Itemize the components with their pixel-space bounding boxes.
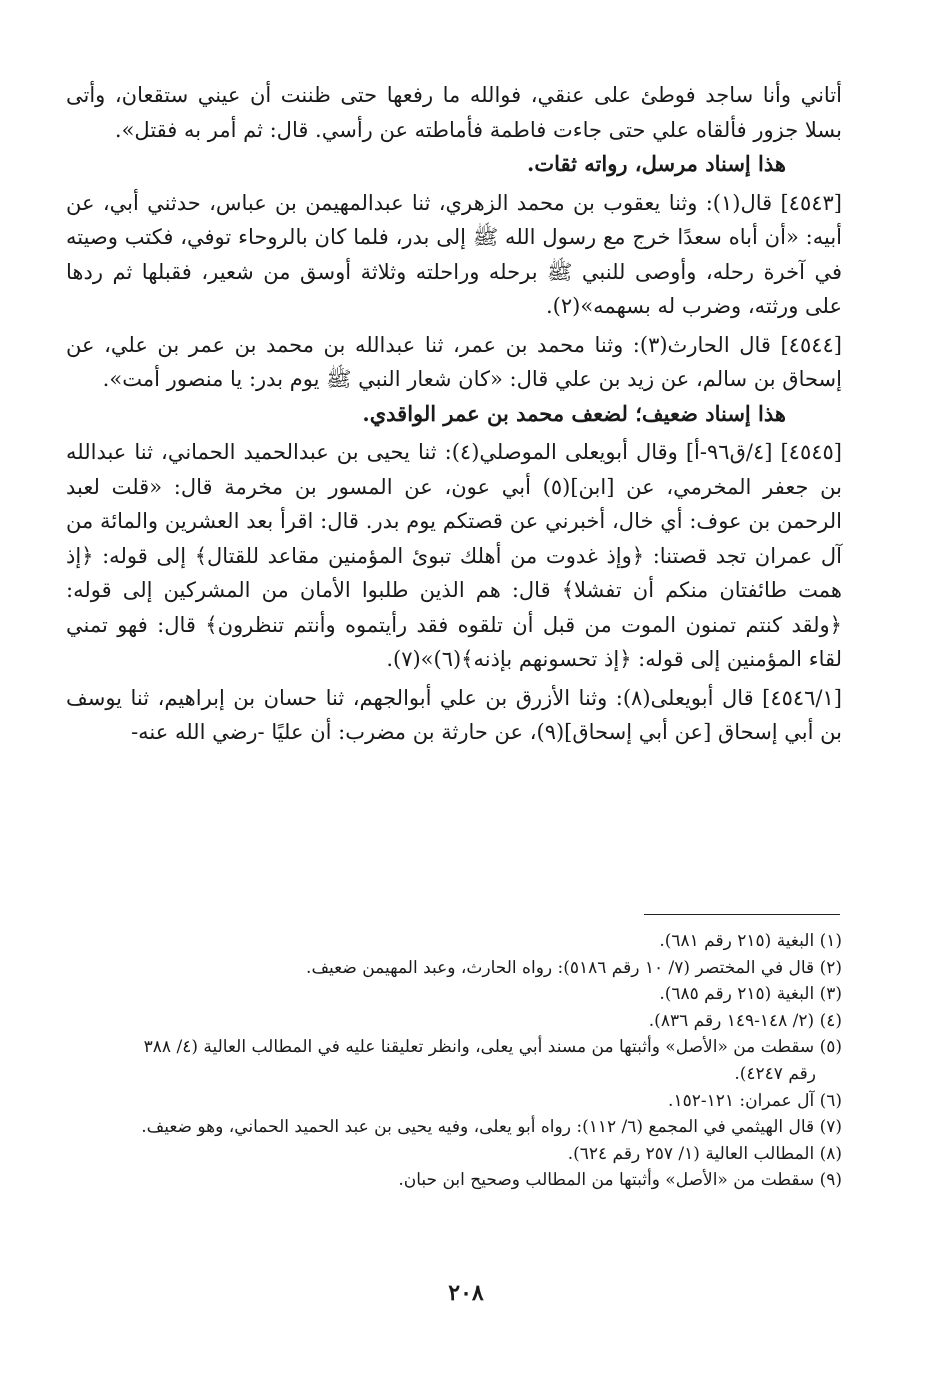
hadith-4543: [٤٥٤٣] قال(١): وثنا يعقوب بن محمد الزهري، ثنا عبدالمهيمن بن عباس، حدثني أبي، عن أبيه: «أن أباه سعدًا خرج مع رسول الله ﷺ إلى بدر، فلما كان بالروحاء توفي، فكتب وصيته في آخرة رحله، وأوصى للنبي ﷺ برحله وراحلته وثلاثة أوسق من شعير، فقبلها ثم ردها على ورثته، وضرب له بسهمه»(٢). [66, 190, 842, 318]
footnote-1: (١) البغية (٢١٥ رقم ٦٨١). [659, 931, 842, 951]
isnad-verdict: هذا إسناد مرسل، رواته ثقات. [527, 151, 786, 176]
paragraph-continuation: أتاني وأنا ساجد فوطئ على عنقي، فوالله ما رفعها حتى ظننت أن عيني ستقعان، وأتى بسلا جزور فألقاه علي حتى جاءت فاطمة فأماطته عن رأسي. قال: ثم أمر به فقتل». [66, 83, 842, 142]
footnote-2: (٢) قال في المختصر (٧/ ١٠ رقم ٥١٨٦): رواه الحارث، وعبد المهيمن ضعيف. [306, 957, 842, 978]
page-number: ٢٠٨ [448, 1280, 484, 1306]
footnote-7: (٧) قال الهيثمي في المجمع (٦/ ١١٢): رواه أبو يعلى، وفيه يحيى بن عبد الحميد الحماني، وهو ضعيف. [141, 1117, 842, 1138]
hadith-4544: [٤٥٤٤] قال الحارث(٣): وثنا محمد بن عمر، ثنا عبدالله بن محمد بن عمر بن علي، عن إسحاق بن سالم، عن زيد بن علي قال: «كان شعار النبي ﷺ يوم بدر: يا منصور أمت». [66, 332, 842, 391]
footnote-5: (٥) سقطت من «الأصل» وأثبتها من مسند أبي يعلى، وانظر تعليقنا عليه في المطالب العالية (٤/ ٣٨٨ [143, 1037, 842, 1058]
footnote-5-continuation: رقم ٤٢٤٧). [734, 1063, 816, 1084]
footnote-8: (٨) المطالب العالية (١/ ٢٥٧ رقم ٦٢٤). [567, 1143, 842, 1164]
hadith-4546: [٤٥٤٦/١] قال أبويعلى(٨): وثنا الأزرق بن علي أبوالجهم، ثنا حسان بن إبراهيم، ثنا يوسف بن أبي إسحاق [عن أبي إسحاق](٩)، عن حارثة بن مضرب: أن عليًا -رضي الله عنه- [66, 685, 842, 744]
footnote-separator [644, 914, 840, 915]
footnote-6: (٦) آل عمران: ١٢١-١٥٢. [668, 1090, 842, 1111]
main-text [66, 78, 842, 750]
footnote-4: (٤) (٢/ ١٤٨-١٤٩ رقم ٨٣٦). [648, 1010, 842, 1031]
isnad-verdict: هذا إسناد ضعيف؛ لضعف محمد بن عمر الواقدي. [362, 400, 786, 426]
footnote-3: (٣) البغية (٢١٥ رقم ٦٨٥). [659, 984, 842, 1005]
footnotes [66, 928, 842, 1194]
hadith-4545: [٤٥٤٥] [٤/ق٩٦-أ] وقال أبويعلى الموصلي(٤): ثنا يحيى بن عبدالحميد الحماني، ثنا عبدالله بن جعفر المخرمي، عن [ابن](٥) أبي عون، عن المسور بن مخرمة قال: «قلت لعبد الرحمن بن عوف: أي خال، أخبرني عن قصتكم يوم بدر. قال: اقرأ بعد العشرين والمائة من آل عمران تجد قصتنا: ﴿وإذ غدوت من أهلك تبوئ المؤمنين مقاعد للقتال﴾ إلى قوله: ﴿إذ همت طائفتان منكم أن تفشلا﴾ قال: هم الذين طلبوا الأمان من المشركين إلى قوله: ﴿ولقد كنتم تمنون الموت من قبل أن تلقوه فقد رأيتموه وأنتم تنظرون﴾ قال: فهو تمني لقاء المؤمنين إلى قوله: ﴿إذ تحسونهم بإذنه﴾(٦)»(٧). [66, 440, 842, 671]
footnote-9: (٩) سقطت من «الأصل» وأثبتها من المطالب وصحيح ابن حبان. [398, 1170, 842, 1191]
